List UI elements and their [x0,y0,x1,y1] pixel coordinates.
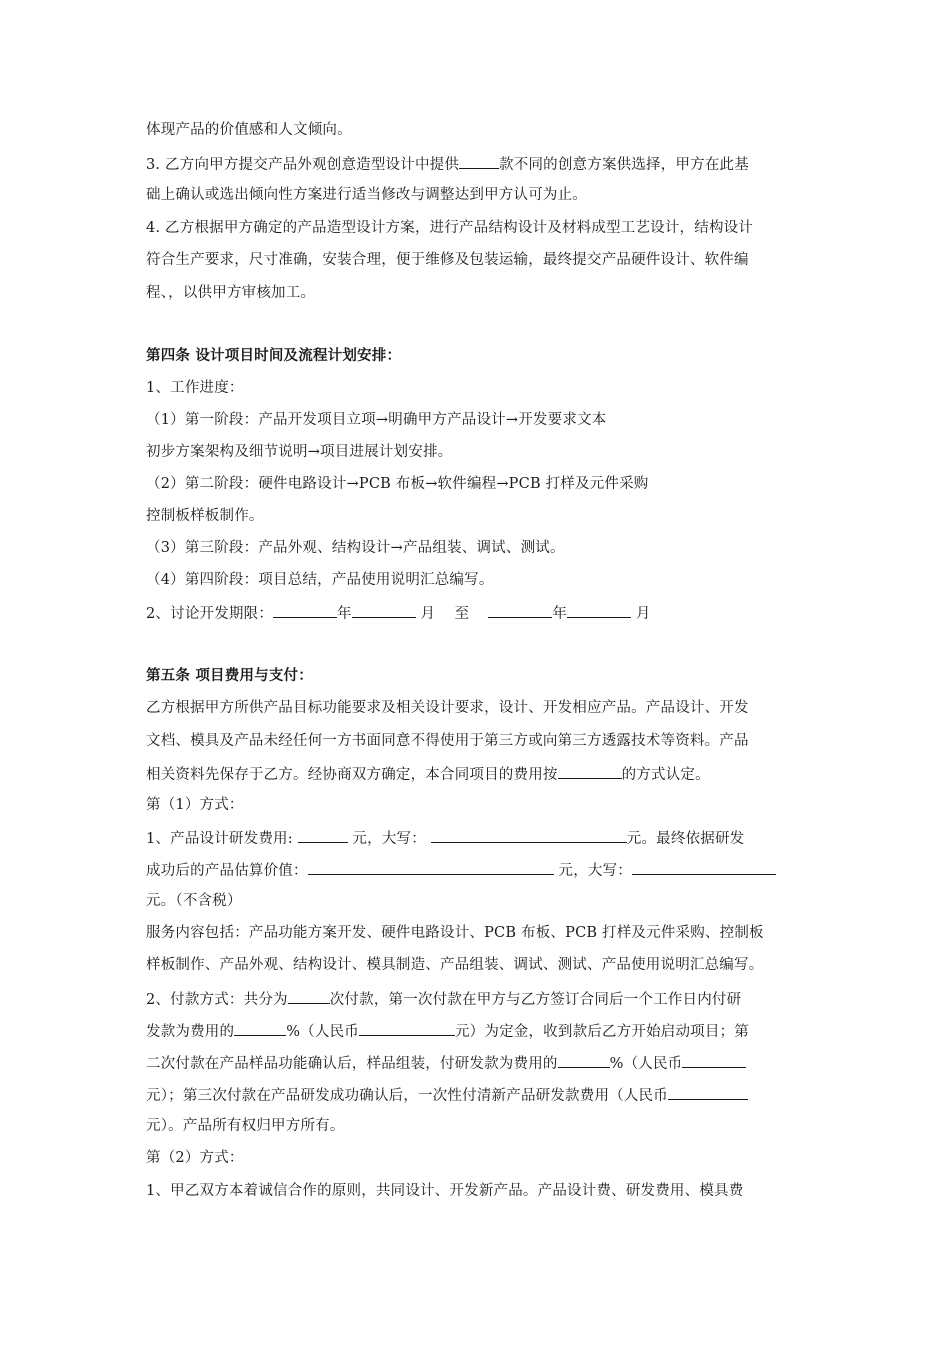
paragraph-line [146,827,744,849]
paragraph-line [146,602,651,624]
paragraph-line: （4）第四阶段：项目总结，产品使用说明汇总编写。 [146,572,494,588]
paragraph-line: 础上确认或选出倾向性方案进行适当修改与调整达到甲方认可为止。 [146,187,587,203]
text-segment: 元。最终依据研发 [626,831,745,847]
paragraph-line [146,988,741,1010]
text-segment: 发款为费用的 [146,1024,235,1040]
text-segment: 元，大写： [347,831,431,847]
paragraph-line: （1）第一阶段：产品开发项目立项→明确甲方产品设计→开发要求文本 [146,412,607,428]
text-segment: 次付款，第一次付款在甲方与乙方签订合同后一个工作日内付研 [329,992,742,1008]
paragraph-line [146,1052,746,1074]
section-heading: 第四条 设计项目时间及流程计划安排： [146,347,402,364]
paragraph-line: 控制板样板制作。 [146,508,264,524]
paragraph-line: 初步方案架构及细节说明→项目进展计划安排。 [146,444,453,460]
blank-line-field[interactable] [558,1052,610,1068]
paragraph-line: 第（2）方式： [146,1150,244,1166]
blank-line-field[interactable] [431,827,627,843]
paragraph-line: 第（1）方式： [146,797,244,813]
section-heading: 第五条 项目费用与支付： [146,667,313,684]
paragraph-line: 文档、模具及产品未经任何一方书面同意不得使用于第三方或向第三方透露技术等资料。产品 [146,733,749,749]
text-segment: 3. 乙方向甲方提交产品外观创意造型设计中提供 [146,157,460,173]
paragraph-line: （3）第三阶段：产品外观、结构设计→产品组装、调试、测试。 [146,540,565,556]
text-segment: 元，大写： [553,863,633,879]
paragraph-line: 样板制作、产品外观、结构设计、模具制造、产品组装、调试、测试、产品使用说明汇总编写。 [146,957,764,973]
blank-line-field[interactable] [288,988,330,1004]
blank-line-field[interactable] [558,763,622,779]
blank-line-field[interactable] [308,859,554,875]
paragraph-line [146,859,776,881]
paragraph-line [146,763,710,785]
text-segment: 月 [631,606,651,622]
paragraph-line: 元。（不含税） [146,893,242,909]
blank-line-field[interactable] [234,1020,286,1036]
paragraph-line [146,153,749,175]
text-segment: 成功后的产品估算价值： [146,863,308,879]
blank-line-field[interactable] [298,827,348,843]
text-segment: 二次付款在产品样品功能确认后，样品组装，付研发款为费用的 [146,1056,558,1072]
paragraph-line: 元）。产品所有权归甲方所有。 [146,1118,345,1134]
paragraph-line [146,1084,748,1106]
paragraph-line: （2）第二阶段：硬件电路设计→PCB 布板→软件编程→PCB 打样及元件采购 [146,476,649,492]
blank-line-field[interactable] [632,859,776,875]
text-segment: 月 至 [415,606,489,622]
paragraph-line: 1、工作进度： [146,380,244,396]
text-segment: 的方式认定。 [621,767,710,783]
paragraph-line: 乙方根据甲方所供产品目标功能要求及相关设计要求，设计、开发相应产品。产品设计、开发 [146,700,749,716]
text-segment: 1、产品设计研发费用: [146,831,298,847]
text-segment: 年 [552,606,568,622]
text-segment: 2、付款方式：共分为 [146,992,288,1008]
text-segment: 元）为定金，收到款后乙方开始启动项目；第 [454,1024,749,1040]
paragraph-line: 体现产品的价值感和人文倾向。 [146,122,352,138]
blank-line-field[interactable] [567,602,631,618]
paragraph-line: 服务内容包括：产品功能方案开发、硬件电路设计、PCB 布板、PCB 打样及元件采购、控制板 [146,925,764,941]
blank-line-field[interactable] [359,1020,455,1036]
text-segment: %（人民币 [609,1056,683,1072]
paragraph-line: 4. 乙方根据甲方确定的产品造型设计方案，进行产品结构设计及材料成型工艺设计，结构设计 [146,220,754,236]
text-segment: 款不同的创意方案供选择，甲方在此基 [499,157,749,173]
text-segment: 相关资料先保存于乙方。经协商双方确定，本合同项目的费用按 [146,767,558,783]
blank-line-field[interactable] [488,602,552,618]
paragraph-line: 符合生产要求，尺寸准确，安装合理，便于维修及包装运输，最终提交产品硬件设计、软件编 [146,252,749,268]
text-segment: 2、讨论开发期限： [146,606,274,622]
text-segment: 年 [337,606,352,622]
blank-line-field[interactable] [352,602,416,618]
blank-line-field[interactable] [668,1084,748,1100]
text-segment: 元）；第三次付款在产品研发成功确认后，一次性付清新产品研发款费用（人民币 [146,1088,668,1104]
paragraph-line: 1、甲乙双方本着诚信合作的原则，共同设计、开发新产品。产品设计费、研发费用、模具费 [146,1183,744,1199]
blank-line-field[interactable] [459,153,499,169]
blank-line-field[interactable] [682,1052,746,1068]
text-segment: %（人民币 [286,1024,359,1040]
paragraph-line: 程、，以供甲方审核加工。 [146,285,316,301]
blank-line-field[interactable] [273,602,337,618]
paragraph-line [146,1020,749,1042]
